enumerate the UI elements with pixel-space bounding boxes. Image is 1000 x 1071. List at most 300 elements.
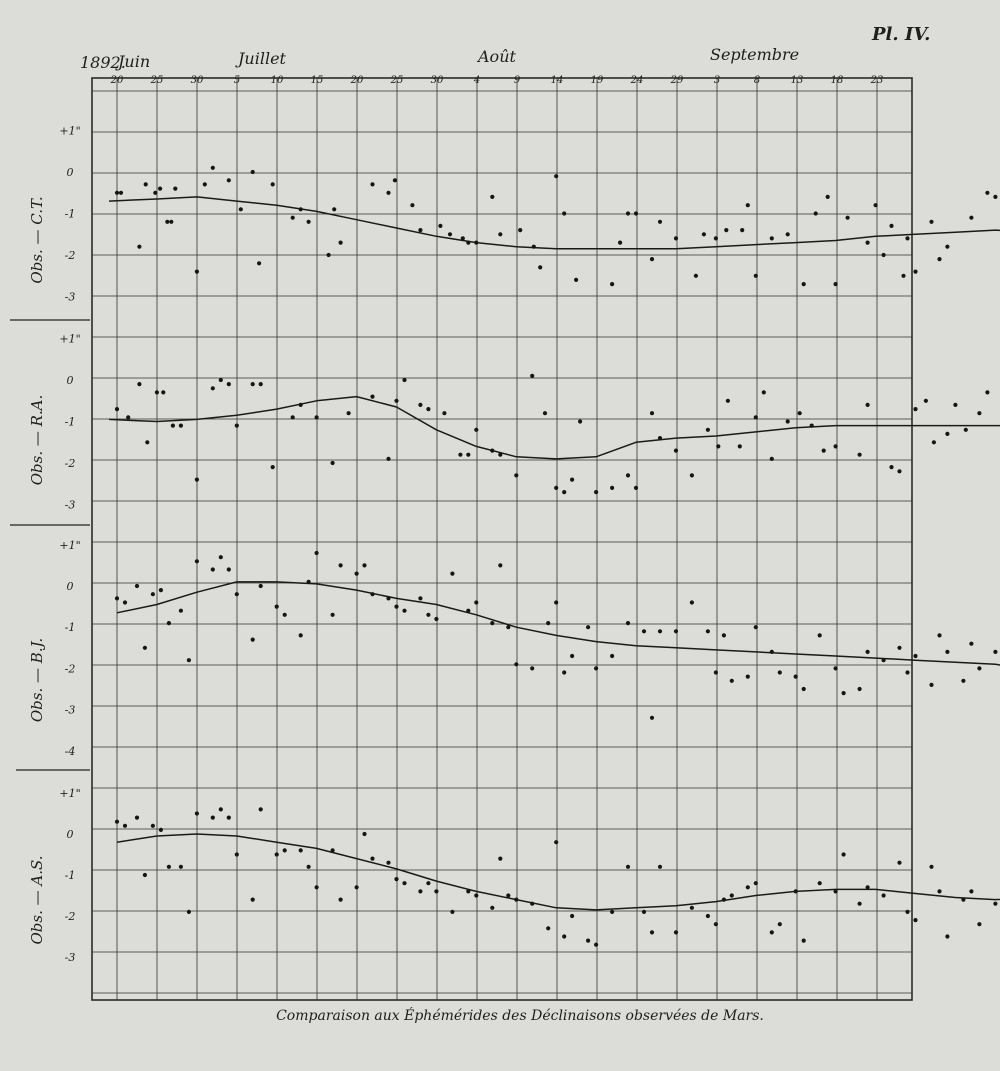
data-point	[418, 403, 422, 407]
data-point	[402, 609, 406, 613]
data-point	[610, 910, 614, 914]
data-point	[897, 861, 901, 865]
data-point	[126, 415, 130, 419]
data-point	[618, 241, 622, 245]
data-point	[842, 691, 846, 695]
data-point	[402, 378, 406, 382]
data-point	[642, 629, 646, 633]
data-point	[418, 889, 422, 893]
data-point	[913, 918, 917, 922]
data-point	[283, 848, 287, 852]
data-point	[913, 407, 917, 411]
data-point	[466, 609, 470, 613]
data-point	[466, 241, 470, 245]
data-point	[754, 881, 758, 885]
data-point	[937, 889, 941, 893]
data-point	[291, 415, 295, 419]
data-point	[167, 621, 171, 625]
data-point	[889, 465, 893, 469]
data-point	[151, 592, 155, 596]
data-point	[167, 865, 171, 869]
data-point	[173, 187, 177, 191]
data-point	[626, 865, 630, 869]
data-point	[362, 832, 366, 836]
data-point	[770, 457, 774, 461]
data-point	[532, 245, 536, 249]
data-point	[474, 428, 478, 432]
data-point	[402, 881, 406, 885]
data-point	[969, 642, 973, 646]
data-point	[195, 478, 199, 482]
data-point	[239, 207, 243, 211]
data-point	[626, 211, 630, 215]
data-point	[690, 906, 694, 910]
day-tick-label: 24	[630, 75, 644, 86]
data-point	[866, 403, 870, 407]
data-point	[394, 877, 398, 881]
data-point	[362, 563, 366, 567]
y-tick-label: +1"	[59, 332, 81, 346]
data-point	[810, 424, 814, 428]
data-point	[227, 567, 231, 571]
fit-curve	[117, 834, 1000, 910]
data-point	[554, 600, 558, 604]
data-point	[450, 910, 454, 914]
data-point	[259, 807, 263, 811]
data-point	[977, 922, 981, 926]
header-month-aout: Août	[478, 47, 516, 66]
data-point	[271, 465, 275, 469]
y-tick-label: -2	[64, 249, 76, 262]
data-point	[905, 236, 909, 240]
data-point	[291, 216, 295, 220]
data-point	[945, 934, 949, 938]
data-point	[530, 666, 534, 670]
data-point	[822, 449, 826, 453]
panel-ylabel: Obs. — C.T.	[28, 196, 46, 284]
data-point	[594, 943, 598, 947]
data-point	[498, 232, 502, 236]
data-point	[858, 453, 862, 457]
data-point	[778, 922, 782, 926]
data-point	[490, 906, 494, 910]
data-point	[514, 662, 518, 666]
data-point	[798, 411, 802, 415]
data-point	[802, 939, 806, 943]
data-point	[169, 220, 173, 224]
header-month-juillet: Juillet	[238, 49, 286, 68]
data-point	[514, 473, 518, 477]
data-point	[730, 893, 734, 897]
data-point	[897, 469, 901, 473]
day-tick-label: 30	[190, 75, 204, 86]
data-point	[834, 666, 838, 670]
data-point	[929, 865, 933, 869]
data-point	[355, 885, 359, 889]
data-point	[562, 490, 566, 494]
data-point	[235, 592, 239, 596]
data-point	[227, 178, 231, 182]
data-point	[794, 889, 798, 893]
data-point	[211, 166, 215, 170]
data-point	[370, 857, 374, 861]
data-point	[171, 424, 175, 428]
data-point	[634, 486, 638, 490]
data-point	[506, 893, 510, 897]
data-point	[882, 253, 886, 257]
y-tick-label: -3	[64, 703, 76, 717]
data-point	[151, 824, 155, 828]
data-point	[702, 232, 706, 236]
data-point	[195, 270, 199, 274]
day-tick-label: 20	[110, 75, 124, 86]
data-point	[165, 220, 169, 224]
data-point	[562, 211, 566, 215]
data-point	[143, 646, 147, 650]
data-point	[674, 629, 678, 633]
data-point	[426, 881, 430, 885]
grid	[10, 78, 912, 1000]
data-point	[658, 865, 662, 869]
header-year: 1892.	[80, 53, 126, 72]
data-point	[251, 382, 255, 386]
data-point	[610, 282, 614, 286]
data-point	[386, 457, 390, 461]
data-point	[458, 453, 462, 457]
data-point	[690, 473, 694, 477]
data-point	[123, 600, 127, 604]
day-tick-label: 14	[550, 75, 564, 86]
data-point	[724, 228, 728, 232]
data-point	[866, 885, 870, 889]
day-tick-label: 18	[830, 75, 844, 86]
data-point	[506, 625, 510, 629]
y-tick-label: 0	[66, 166, 74, 179]
data-point	[394, 399, 398, 403]
data-point	[642, 910, 646, 914]
plate-label: Pl. IV.	[872, 24, 931, 45]
data-point	[826, 195, 830, 199]
y-tick-label: +1"	[59, 124, 81, 138]
data-point	[754, 625, 758, 629]
data-point	[554, 840, 558, 844]
y-tick-label: -1	[64, 621, 76, 635]
data-point	[461, 236, 465, 240]
data-point	[259, 382, 263, 386]
data-point	[818, 881, 822, 885]
data-point	[530, 374, 534, 378]
day-tick-label: 10	[270, 75, 284, 86]
data-point	[650, 257, 654, 261]
y-tick-label: -1	[64, 207, 76, 221]
data-point	[158, 187, 162, 191]
data-point	[929, 683, 933, 687]
data-point	[818, 633, 822, 637]
data-point	[658, 220, 662, 224]
data-point	[251, 898, 255, 902]
data-point	[187, 910, 191, 914]
data-point	[977, 666, 981, 670]
data-point	[143, 873, 147, 877]
day-tick-label: 4	[473, 75, 481, 86]
data-point	[115, 407, 119, 411]
y-tick-label: -3	[64, 498, 76, 512]
data-point	[674, 930, 678, 934]
data-point	[410, 203, 414, 207]
data-point	[985, 191, 989, 195]
labels	[28, 75, 883, 964]
data-point	[275, 852, 279, 856]
data-point	[786, 419, 790, 423]
data-point	[498, 453, 502, 457]
data-point	[945, 650, 949, 654]
data-point	[203, 182, 207, 186]
data-point	[179, 865, 183, 869]
data-point	[977, 411, 981, 415]
data-point	[307, 865, 311, 869]
data-point	[706, 428, 710, 432]
data-point	[251, 638, 255, 642]
data-point	[924, 399, 928, 403]
data-point	[219, 555, 223, 559]
data-point	[135, 584, 139, 588]
data-point	[546, 621, 550, 625]
day-tick-label: 5	[233, 75, 241, 86]
data-point	[993, 902, 997, 906]
data-point	[386, 191, 390, 195]
data-point	[770, 930, 774, 934]
y-tick-label: -4	[64, 744, 76, 758]
fit-curves	[109, 197, 1000, 910]
y-tick-label: +1"	[59, 787, 81, 800]
data-point	[746, 885, 750, 889]
data-point	[331, 848, 335, 852]
data-point	[518, 228, 522, 232]
data-point	[474, 600, 478, 604]
data-point	[901, 274, 905, 278]
data-point	[179, 609, 183, 613]
day-tick-label: 15	[310, 75, 324, 86]
y-tick-label: 0	[66, 374, 74, 387]
data-point	[554, 486, 558, 490]
data-point	[834, 444, 838, 448]
day-tick-label: 23	[870, 75, 884, 86]
data-point	[814, 211, 818, 215]
data-point	[650, 411, 654, 415]
y-tick-label: -3	[64, 290, 76, 304]
data-point	[834, 889, 838, 893]
data-point	[144, 182, 148, 186]
data-point	[153, 191, 157, 195]
header-month-juin: Juin	[118, 52, 151, 71]
data-point	[726, 399, 730, 403]
data-point	[866, 241, 870, 245]
data-point	[746, 675, 750, 679]
data-point	[858, 902, 862, 906]
data-point	[271, 182, 275, 186]
data-point	[211, 567, 215, 571]
data-point	[858, 687, 862, 691]
data-point	[187, 658, 191, 662]
data-point	[594, 666, 598, 670]
data-point	[706, 914, 710, 918]
data-point	[961, 679, 965, 683]
data-point	[754, 274, 758, 278]
data-point	[937, 633, 941, 637]
y-tick-label: 0	[66, 828, 74, 841]
data-point	[442, 411, 446, 415]
data-point	[945, 432, 949, 436]
panel-ylabel: Obs. — B.J.	[28, 637, 46, 723]
data-point	[730, 679, 734, 683]
panel-ylabel: Obs. — R.A.	[28, 394, 46, 486]
data-point	[195, 811, 199, 815]
day-tick-label: 3	[713, 75, 721, 86]
data-point	[913, 270, 917, 274]
data-point	[195, 559, 199, 563]
data-point	[574, 278, 578, 282]
data-point	[355, 572, 359, 576]
data-point	[706, 629, 710, 633]
panel-4	[115, 807, 1000, 947]
data-point	[370, 395, 374, 399]
data-point	[123, 824, 127, 828]
data-point	[426, 613, 430, 617]
data-point	[746, 203, 750, 207]
data-point	[882, 893, 886, 897]
data-point	[993, 650, 997, 654]
data-point	[299, 633, 303, 637]
data-point	[179, 424, 183, 428]
data-point	[394, 605, 398, 609]
data-point	[626, 473, 630, 477]
data-point	[714, 236, 718, 240]
data-point	[235, 424, 239, 428]
data-point	[778, 670, 782, 674]
data-point	[740, 228, 744, 232]
data-point	[674, 449, 678, 453]
data-point	[562, 670, 566, 674]
data-point	[586, 625, 590, 629]
data-point	[794, 675, 798, 679]
data-point	[466, 889, 470, 893]
figure-caption: Comparaison aux Éphémérides des Déclinaisons observées de Mars.	[276, 1008, 764, 1024]
data-point	[159, 588, 163, 592]
data-point	[418, 228, 422, 232]
data-point	[722, 898, 726, 902]
data-point	[450, 572, 454, 576]
data-point	[307, 580, 311, 584]
data-point	[650, 716, 654, 720]
data-point	[610, 654, 614, 658]
data-point	[219, 807, 223, 811]
data-point	[257, 261, 261, 265]
data-point	[490, 449, 494, 453]
data-point	[562, 934, 566, 938]
data-point	[331, 461, 335, 465]
day-tick-label: 20	[350, 75, 364, 86]
data-point	[315, 551, 319, 555]
data-point	[474, 893, 478, 897]
day-tick-label: 25	[150, 75, 164, 86]
data-point	[235, 852, 239, 856]
data-point	[866, 650, 870, 654]
data-point	[514, 898, 518, 902]
data-point	[386, 861, 390, 865]
data-point	[530, 902, 534, 906]
y-tick-label: -2	[64, 457, 76, 470]
data-point	[694, 274, 698, 278]
data-point	[610, 486, 614, 490]
data-point	[299, 207, 303, 211]
data-point	[339, 241, 343, 245]
data-point	[586, 939, 590, 943]
data-point	[386, 596, 390, 600]
data-point	[370, 182, 374, 186]
y-tick-label: -1	[64, 415, 76, 429]
data-point	[754, 415, 758, 419]
data-point	[490, 621, 494, 625]
data-point	[578, 419, 582, 423]
plot-frame	[92, 78, 912, 1000]
data-point	[159, 828, 163, 832]
y-tick-label: -2	[64, 662, 76, 676]
data-point	[161, 390, 165, 394]
data-point	[498, 857, 502, 861]
data-point	[714, 670, 718, 674]
data-point	[137, 245, 141, 249]
data-point	[650, 930, 654, 934]
data-point	[658, 436, 662, 440]
data-point	[259, 584, 263, 588]
data-point	[283, 613, 287, 617]
day-tick-label: 29	[670, 75, 684, 86]
data-point	[722, 633, 726, 637]
data-point	[905, 670, 909, 674]
data-point	[842, 852, 846, 856]
data-point	[834, 282, 838, 286]
data-point	[115, 596, 119, 600]
data-point	[554, 174, 558, 178]
data-point	[897, 646, 901, 650]
panel-ylabel: Obs. — A.S.	[28, 855, 46, 945]
data-point	[905, 910, 909, 914]
data-point	[315, 415, 319, 419]
data-point	[498, 563, 502, 567]
data-point	[135, 816, 139, 820]
data-point	[275, 605, 279, 609]
data-point	[969, 889, 973, 893]
data-point	[714, 922, 718, 926]
data-point	[251, 170, 255, 174]
y-tick-label: -3	[64, 951, 76, 964]
panel-2	[115, 374, 1000, 494]
data-point	[137, 382, 141, 386]
data-point	[339, 898, 343, 902]
y-tick-label: -2	[64, 910, 76, 923]
data-point	[762, 390, 766, 394]
data-point	[874, 203, 878, 207]
data-point	[913, 654, 917, 658]
data-point	[594, 490, 598, 494]
day-tick-label: 19	[590, 75, 604, 86]
data-point	[993, 195, 997, 199]
data-point	[370, 592, 374, 596]
y-tick-label: 0	[66, 580, 74, 593]
data-point	[219, 378, 223, 382]
data-point	[770, 650, 774, 654]
data-point	[626, 621, 630, 625]
